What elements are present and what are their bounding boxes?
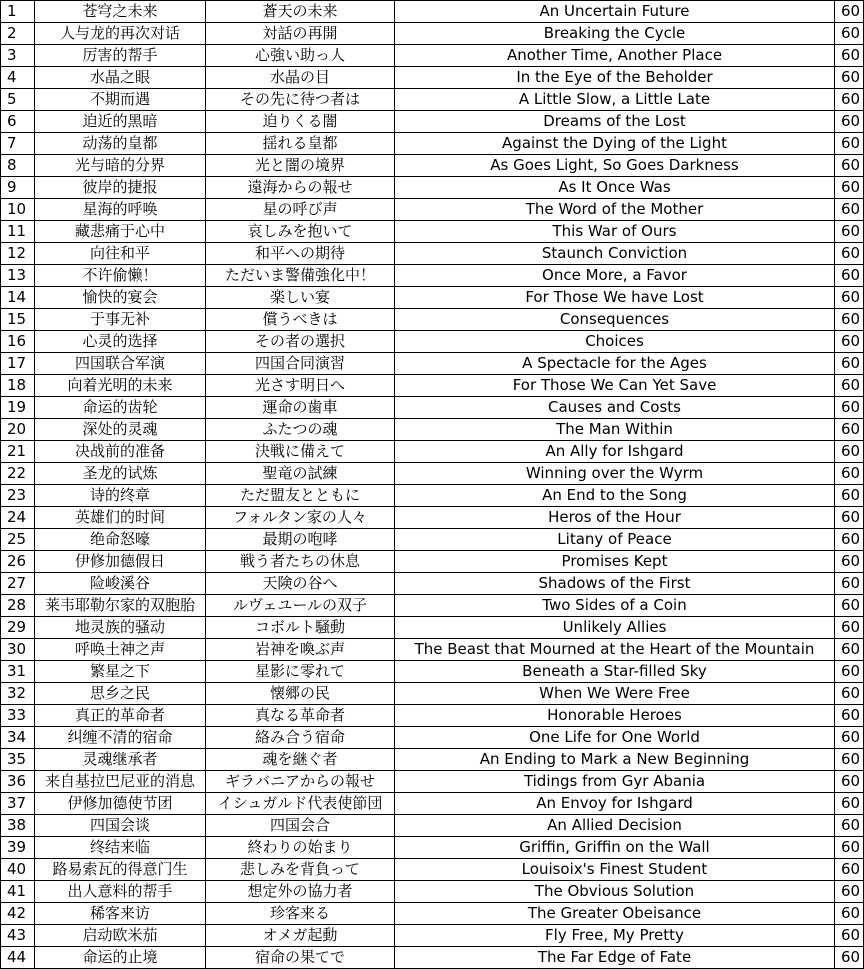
table-row [1, 837, 864, 859]
level-cell[interactable]: 60 [835, 617, 864, 639]
row-number-cell[interactable]: 2 [1, 23, 35, 45]
table-row [1, 727, 864, 749]
row-number-cell[interactable]: 10 [1, 199, 35, 221]
chinese-title-cell[interactable]: 命运的止境 [35, 947, 206, 969]
chinese-title-cell[interactable]: 险峻溪谷 [35, 573, 206, 595]
level-cell[interactable]: 60 [835, 771, 864, 793]
japanese-title-cell[interactable]: 蒼天の未来 [206, 1, 395, 23]
chinese-title-cell[interactable]: 人与龙的再次对话 [35, 23, 206, 45]
table-row [1, 617, 864, 639]
english-title-cell[interactable]: The Word of the Mother [395, 199, 835, 221]
level-cell[interactable]: 60 [835, 45, 864, 67]
japanese-title-cell[interactable]: フォルタン家の人々 [206, 507, 395, 529]
english-title-cell[interactable]: In the Eye of the Beholder [395, 67, 835, 89]
japanese-title-cell[interactable]: オメガ起動 [206, 925, 395, 947]
row-number-cell[interactable]: 7 [1, 133, 35, 155]
japanese-title-cell[interactable]: その者の選択 [206, 331, 395, 353]
row-number-cell[interactable]: 22 [1, 463, 35, 485]
chinese-title-cell[interactable]: 不期而遇 [35, 89, 206, 111]
level-cell[interactable]: 60 [835, 727, 864, 749]
english-title-cell[interactable]: Louisoix's Finest Student [395, 859, 835, 881]
table-row [1, 111, 864, 133]
japanese-title-cell[interactable]: 想定外の協力者 [206, 881, 395, 903]
chinese-title-cell[interactable]: 光与暗的分界 [35, 155, 206, 177]
table-row [1, 793, 864, 815]
chinese-title-cell[interactable]: 不许偷懒！ [35, 265, 206, 287]
row-number-cell[interactable]: 43 [1, 925, 35, 947]
chinese-title-cell[interactable]: 圣龙的试炼 [35, 463, 206, 485]
chinese-title-cell[interactable]: 伊修加德假日 [35, 551, 206, 573]
japanese-title-cell[interactable]: 償うべきは [206, 309, 395, 331]
table-row [1, 45, 864, 67]
row-number-cell[interactable]: 17 [1, 353, 35, 375]
level-cell[interactable]: 60 [835, 23, 864, 45]
table-row [1, 419, 864, 441]
level-cell[interactable]: 60 [835, 551, 864, 573]
table-row [1, 947, 864, 969]
chinese-title-cell[interactable]: 终结来临 [35, 837, 206, 859]
level-cell[interactable]: 60 [835, 221, 864, 243]
english-title-cell[interactable]: Causes and Costs [395, 397, 835, 419]
table-row [1, 265, 864, 287]
row-number-cell[interactable]: 35 [1, 749, 35, 771]
level-cell[interactable]: 60 [835, 639, 864, 661]
english-title-cell[interactable]: The Far Edge of Fate [395, 947, 835, 969]
english-title-cell[interactable]: The Obvious Solution [395, 881, 835, 903]
row-number-cell[interactable]: 27 [1, 573, 35, 595]
row-number-cell[interactable]: 28 [1, 595, 35, 617]
english-title-cell[interactable]: Griffin, Griffin on the Wall [395, 837, 835, 859]
chinese-title-cell[interactable]: 苍穹之未来 [35, 1, 206, 23]
table-row [1, 529, 864, 551]
table-row [1, 309, 864, 331]
table-row [1, 221, 864, 243]
level-cell[interactable]: 60 [835, 947, 864, 969]
chinese-title-cell[interactable]: 四国联合军演 [35, 353, 206, 375]
level-cell[interactable]: 60 [835, 133, 864, 155]
japanese-title-cell[interactable]: 和平への期待 [206, 243, 395, 265]
row-number-cell[interactable]: 30 [1, 639, 35, 661]
level-cell[interactable]: 60 [835, 683, 864, 705]
level-cell[interactable]: 60 [835, 859, 864, 881]
row-number-cell[interactable]: 36 [1, 771, 35, 793]
table-row [1, 507, 864, 529]
level-cell[interactable]: 60 [835, 529, 864, 551]
english-title-cell[interactable]: Unlikely Allies [395, 617, 835, 639]
table-row [1, 375, 864, 397]
japanese-title-cell[interactable]: 岩神を喚ぶ声 [206, 639, 395, 661]
table-row [1, 1, 864, 23]
row-number-cell[interactable]: 40 [1, 859, 35, 881]
english-title-cell[interactable]: Once More, a Favor [395, 265, 835, 287]
level-cell[interactable]: 60 [835, 111, 864, 133]
chinese-title-cell[interactable]: 来自基拉巴尼亚的消息 [35, 771, 206, 793]
english-title-cell[interactable]: For Those We Can Yet Save [395, 375, 835, 397]
level-cell[interactable]: 60 [835, 573, 864, 595]
level-cell[interactable]: 60 [835, 287, 864, 309]
level-cell[interactable]: 60 [835, 705, 864, 727]
japanese-title-cell[interactable]: 終わりの始まり [206, 837, 395, 859]
japanese-title-cell[interactable]: 光と闇の境界 [206, 155, 395, 177]
english-title-cell[interactable]: An Ending to Mark a New Beginning [395, 749, 835, 771]
level-cell[interactable]: 60 [835, 265, 864, 287]
level-cell[interactable]: 60 [835, 309, 864, 331]
english-title-cell[interactable]: Winning over the Wyrm [395, 463, 835, 485]
row-number-cell[interactable]: 8 [1, 155, 35, 177]
table-row [1, 397, 864, 419]
level-cell[interactable]: 60 [835, 815, 864, 837]
row-number-cell[interactable]: 33 [1, 705, 35, 727]
english-title-cell[interactable]: Litany of Peace [395, 529, 835, 551]
english-title-cell[interactable]: A Spectacle for the Ages [395, 353, 835, 375]
japanese-title-cell[interactable]: 星の呼び声 [206, 199, 395, 221]
english-title-cell[interactable]: When We Were Free [395, 683, 835, 705]
level-cell[interactable]: 60 [835, 375, 864, 397]
row-number-cell[interactable]: 4 [1, 67, 35, 89]
level-cell[interactable]: 60 [835, 331, 864, 353]
row-number-cell[interactable]: 15 [1, 309, 35, 331]
level-cell[interactable]: 60 [835, 661, 864, 683]
english-title-cell[interactable]: Fly Free, My Pretty [395, 925, 835, 947]
level-cell[interactable]: 60 [835, 353, 864, 375]
table-row [1, 331, 864, 353]
table-row [1, 23, 864, 45]
english-title-cell[interactable]: Beneath a Star-filled Sky [395, 661, 835, 683]
japanese-title-cell[interactable]: 戦う者たちの休息 [206, 551, 395, 573]
row-number-cell[interactable]: 44 [1, 947, 35, 969]
row-number-cell[interactable]: 3 [1, 45, 35, 67]
japanese-title-cell[interactable]: 真なる革命者 [206, 705, 395, 727]
table-row [1, 199, 864, 221]
row-number-cell[interactable]: 38 [1, 815, 35, 837]
level-cell[interactable]: 60 [835, 903, 864, 925]
japanese-title-cell[interactable]: ギラバニアからの報せ [206, 771, 395, 793]
table-row [1, 441, 864, 463]
japanese-title-cell[interactable]: 四国会合 [206, 815, 395, 837]
level-cell[interactable]: 60 [835, 507, 864, 529]
japanese-title-cell[interactable]: イシュガルド代表使節団 [206, 793, 395, 815]
japanese-title-cell[interactable]: ただ盟友とともに [206, 485, 395, 507]
chinese-title-cell[interactable]: 灵魂继承者 [35, 749, 206, 771]
japanese-title-cell[interactable]: 水晶の目 [206, 67, 395, 89]
japanese-title-cell[interactable]: 遠海からの報せ [206, 177, 395, 199]
chinese-title-cell[interactable]: 地灵族的骚动 [35, 617, 206, 639]
english-title-cell[interactable]: An End to the Song [395, 485, 835, 507]
japanese-title-cell[interactable]: 迫りくる闇 [206, 111, 395, 133]
table-row [1, 925, 864, 947]
chinese-title-cell[interactable]: 诗的终章 [35, 485, 206, 507]
japanese-title-cell[interactable]: 決戦に備えて [206, 441, 395, 463]
row-number-cell[interactable]: 6 [1, 111, 35, 133]
japanese-title-cell[interactable]: 懐郷の民 [206, 683, 395, 705]
chinese-title-cell[interactable]: 星海的呼唤 [35, 199, 206, 221]
table-row [1, 903, 864, 925]
row-number-cell[interactable]: 26 [1, 551, 35, 573]
row-number-cell[interactable]: 29 [1, 617, 35, 639]
japanese-title-cell[interactable]: 四国合同演習 [206, 353, 395, 375]
table-row [1, 551, 864, 573]
row-number-cell[interactable]: 31 [1, 661, 35, 683]
japanese-title-cell[interactable]: コボルト騒動 [206, 617, 395, 639]
row-number-cell[interactable]: 34 [1, 727, 35, 749]
english-title-cell[interactable]: Promises Kept [395, 551, 835, 573]
japanese-title-cell[interactable]: 光さす明日へ [206, 375, 395, 397]
level-cell[interactable]: 60 [835, 155, 864, 177]
japanese-title-cell[interactable]: 魂を継ぐ者 [206, 749, 395, 771]
english-title-cell[interactable]: An Ally for Ishgard [395, 441, 835, 463]
chinese-title-cell[interactable]: 命运的齿轮 [35, 397, 206, 419]
chinese-title-cell[interactable]: 稀客来访 [35, 903, 206, 925]
english-title-cell[interactable]: An Uncertain Future [395, 1, 835, 23]
level-cell[interactable]: 60 [835, 463, 864, 485]
chinese-title-cell[interactable]: 出人意料的帮手 [35, 881, 206, 903]
table-row [1, 705, 864, 727]
japanese-title-cell[interactable]: ふたつの魂 [206, 419, 395, 441]
chinese-title-cell[interactable]: 愉快的宴会 [35, 287, 206, 309]
chinese-title-cell[interactable]: 繁星之下 [35, 661, 206, 683]
chinese-title-cell[interactable]: 厉害的帮手 [35, 45, 206, 67]
japanese-title-cell[interactable]: 聖竜の試練 [206, 463, 395, 485]
chinese-title-cell[interactable]: 深处的灵魂 [35, 419, 206, 441]
chinese-title-cell[interactable]: 路易索瓦的得意门生 [35, 859, 206, 881]
english-title-cell[interactable]: For Those We have Lost [395, 287, 835, 309]
english-title-cell[interactable]: As Goes Light, So Goes Darkness [395, 155, 835, 177]
table-row [1, 749, 864, 771]
level-cell[interactable]: 60 [835, 595, 864, 617]
table-row [1, 89, 864, 111]
english-title-cell[interactable]: This War of Ours [395, 221, 835, 243]
chinese-title-cell[interactable]: 四国会谈 [35, 815, 206, 837]
row-number-cell[interactable]: 21 [1, 441, 35, 463]
table-row [1, 463, 864, 485]
table-row [1, 881, 864, 903]
english-title-cell[interactable]: Choices [395, 331, 835, 353]
table-row [1, 771, 864, 793]
table-row [1, 353, 864, 375]
table-row [1, 177, 864, 199]
row-number-cell[interactable]: 16 [1, 331, 35, 353]
row-number-cell[interactable]: 41 [1, 881, 35, 903]
chinese-title-cell[interactable]: 决战前的准备 [35, 441, 206, 463]
level-cell[interactable]: 60 [835, 1, 864, 23]
row-number-cell[interactable]: 9 [1, 177, 35, 199]
chinese-title-cell[interactable]: 真正的革命者 [35, 705, 206, 727]
table-row [1, 243, 864, 265]
row-number-cell[interactable]: 1 [1, 1, 35, 23]
japanese-title-cell[interactable]: その先に待つ者は [206, 89, 395, 111]
row-number-cell[interactable]: 13 [1, 265, 35, 287]
table-row [1, 661, 864, 683]
chinese-title-cell[interactable]: 心灵的选择 [35, 331, 206, 353]
level-cell[interactable]: 60 [835, 177, 864, 199]
row-number-cell[interactable]: 11 [1, 221, 35, 243]
level-cell[interactable]: 60 [835, 837, 864, 859]
chinese-title-cell[interactable]: 于事无补 [35, 309, 206, 331]
japanese-title-cell[interactable]: 最期の咆哮 [206, 529, 395, 551]
table-row [1, 815, 864, 837]
english-title-cell[interactable]: As It Once Was [395, 177, 835, 199]
level-cell[interactable]: 60 [835, 89, 864, 111]
row-number-cell[interactable]: 18 [1, 375, 35, 397]
english-title-cell[interactable]: Honorable Heroes [395, 705, 835, 727]
japanese-title-cell[interactable]: 運命の歯車 [206, 397, 395, 419]
level-cell[interactable]: 60 [835, 441, 864, 463]
table-row [1, 287, 864, 309]
row-number-cell[interactable]: 14 [1, 287, 35, 309]
japanese-title-cell[interactable]: 星影に零れて [206, 661, 395, 683]
row-number-cell[interactable]: 23 [1, 485, 35, 507]
chinese-title-cell[interactable]: 动荡的皇都 [35, 133, 206, 155]
english-title-cell[interactable]: Heros of the Hour [395, 507, 835, 529]
chinese-title-cell[interactable]: 向往和平 [35, 243, 206, 265]
table-row [1, 683, 864, 705]
table-row [1, 155, 864, 177]
chinese-title-cell[interactable]: 绝命怒嚎 [35, 529, 206, 551]
japanese-title-cell[interactable]: 絡み合う宿命 [206, 727, 395, 749]
level-cell[interactable]: 60 [835, 793, 864, 815]
level-cell[interactable]: 60 [835, 199, 864, 221]
table-row [1, 573, 864, 595]
english-title-cell[interactable]: The Man Within [395, 419, 835, 441]
level-cell[interactable]: 60 [835, 881, 864, 903]
row-number-cell[interactable]: 39 [1, 837, 35, 859]
english-title-cell[interactable]: Another Time, Another Place [395, 45, 835, 67]
row-number-cell[interactable]: 37 [1, 793, 35, 815]
japanese-title-cell[interactable]: 珍客来る [206, 903, 395, 925]
chinese-title-cell[interactable]: 思乡之民 [35, 683, 206, 705]
japanese-title-cell[interactable]: ただいま警備強化中！ [206, 265, 395, 287]
japanese-title-cell[interactable]: ルヴェユールの双子 [206, 595, 395, 617]
english-title-cell[interactable]: A Little Slow, a Little Late [395, 89, 835, 111]
row-number-cell[interactable]: 5 [1, 89, 35, 111]
japanese-title-cell[interactable]: 揺れる皇都 [206, 133, 395, 155]
japanese-title-cell[interactable]: 哀しみを抱いて [206, 221, 395, 243]
english-title-cell[interactable]: Two Sides of a Coin [395, 595, 835, 617]
english-title-cell[interactable]: Consequences [395, 309, 835, 331]
japanese-title-cell[interactable]: 天険の谷へ [206, 573, 395, 595]
row-number-cell[interactable]: 25 [1, 529, 35, 551]
row-number-cell[interactable]: 12 [1, 243, 35, 265]
chinese-title-cell[interactable]: 迫近的黑暗 [35, 111, 206, 133]
chinese-title-cell[interactable]: 英雄们的时间 [35, 507, 206, 529]
english-title-cell[interactable]: An Envoy for Ishgard [395, 793, 835, 815]
chinese-title-cell[interactable]: 藏悲痛于心中 [35, 221, 206, 243]
quest-table-body [1, 1, 864, 969]
english-title-cell[interactable]: Against the Dying of the Light [395, 133, 835, 155]
level-cell[interactable]: 60 [835, 485, 864, 507]
japanese-title-cell[interactable]: 心強い助っ人 [206, 45, 395, 67]
table-row [1, 67, 864, 89]
chinese-title-cell[interactable]: 莱韦耶勒尔家的双胞胎 [35, 595, 206, 617]
row-number-cell[interactable]: 24 [1, 507, 35, 529]
chinese-title-cell[interactable]: 纠缠不清的宿命 [35, 727, 206, 749]
level-cell[interactable]: 60 [835, 243, 864, 265]
table-row [1, 133, 864, 155]
level-cell[interactable]: 60 [835, 419, 864, 441]
english-title-cell[interactable]: The Beast that Mourned at the Heart of the Mountain [395, 639, 835, 661]
row-number-cell[interactable]: 32 [1, 683, 35, 705]
row-number-cell[interactable]: 42 [1, 903, 35, 925]
table-row [1, 595, 864, 617]
japanese-title-cell[interactable]: 宿命の果てで [206, 947, 395, 969]
japanese-title-cell[interactable]: 楽しい宴 [206, 287, 395, 309]
level-cell[interactable]: 60 [835, 397, 864, 419]
english-title-cell[interactable]: Shadows of the First [395, 573, 835, 595]
table-row [1, 859, 864, 881]
japanese-title-cell[interactable]: 悲しみを背負って [206, 859, 395, 881]
chinese-title-cell[interactable]: 向着光明的未来 [35, 375, 206, 397]
chinese-title-cell[interactable]: 呼唤土神之声 [35, 639, 206, 661]
english-title-cell[interactable]: One Life for One World [395, 727, 835, 749]
chinese-title-cell[interactable]: 伊修加德使节团 [35, 793, 206, 815]
level-cell[interactable]: 60 [835, 925, 864, 947]
chinese-title-cell[interactable]: 彼岸的捷报 [35, 177, 206, 199]
level-cell[interactable]: 60 [835, 749, 864, 771]
row-number-cell[interactable]: 19 [1, 397, 35, 419]
chinese-title-cell[interactable]: 启动欧米茄 [35, 925, 206, 947]
level-cell[interactable]: 60 [835, 67, 864, 89]
english-title-cell[interactable]: An Allied Decision [395, 815, 835, 837]
english-title-cell[interactable]: Tidings from Gyr Abania [395, 771, 835, 793]
english-title-cell[interactable]: Staunch Conviction [395, 243, 835, 265]
table-row [1, 485, 864, 507]
english-title-cell[interactable]: The Greater Obeisance [395, 903, 835, 925]
chinese-title-cell[interactable]: 水晶之眼 [35, 67, 206, 89]
table-row [1, 639, 864, 661]
row-number-cell[interactable]: 20 [1, 419, 35, 441]
japanese-title-cell[interactable]: 対話の再開 [206, 23, 395, 45]
english-title-cell[interactable]: Breaking the Cycle [395, 23, 835, 45]
english-title-cell[interactable]: Dreams of the Lost [395, 111, 835, 133]
